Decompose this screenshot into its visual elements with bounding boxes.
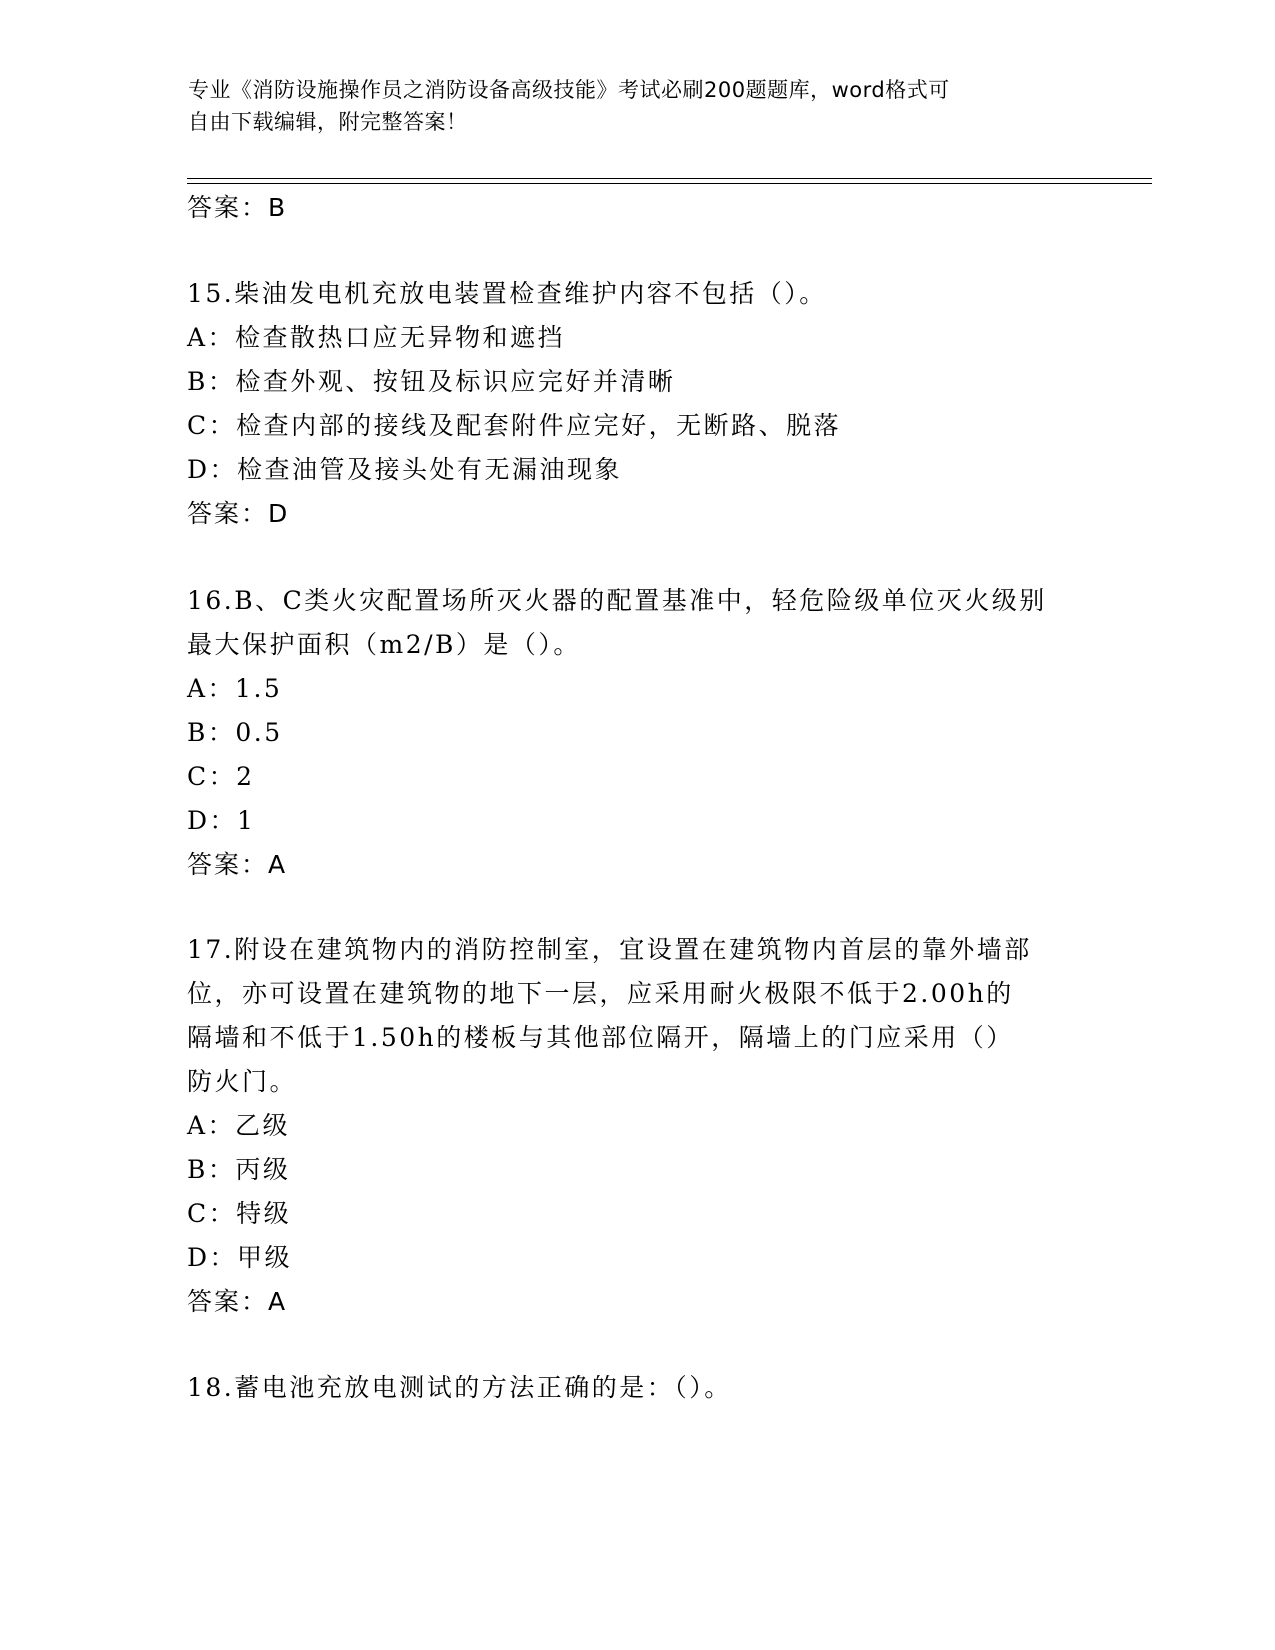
q16-option-d: D：1 — [187, 806, 256, 835]
header-divider-top — [187, 178, 1152, 179]
q15-answer: 答案：D — [187, 499, 290, 528]
header-line-2: 自由下载编辑，附完整答案！ — [188, 110, 468, 134]
q17-option-b: B：丙级 — [187, 1155, 291, 1184]
question-17-line-4: 防火门。 — [187, 1067, 298, 1096]
q16-option-b: B：0.5 — [187, 718, 283, 747]
previous-answer: 答案：B — [187, 193, 288, 222]
header-divider-bottom — [187, 183, 1152, 184]
q15-option-d: D：检查油管及接头处有无漏油现象 — [187, 455, 623, 484]
q17-answer: 答案：A — [187, 1287, 288, 1316]
question-17-line-3: 隔墙和不低于1.50h的楼板与其他部位隔开，隔墙上的门应采用（） — [187, 1023, 1014, 1052]
q17-option-a: A：乙级 — [187, 1111, 291, 1140]
question-15: 15.柴油发电机充放电装置检查维护内容不包括（）。 — [187, 279, 827, 308]
q15-option-a: A：检查散热口应无异物和遮挡 — [187, 323, 566, 352]
question-17-line-1: 17.附设在建筑物内的消防控制室，宜设置在建筑物内首层的靠外墙部 — [187, 935, 1032, 964]
header-line-1: 专业《消防设施操作员之消防设备高级技能》考试必刷200题题库，word格式可 — [188, 78, 950, 102]
q15-option-b: B：检查外观、按钮及标识应完好并清晰 — [187, 367, 676, 396]
q17-option-c: C：特级 — [187, 1199, 292, 1228]
q15-option-c: C：检查内部的接线及配套附件应完好，无断路、脱落 — [187, 411, 842, 440]
question-16-line-2: 最大保护面积（m2/B）是（）。 — [187, 630, 581, 659]
q16-option-a: A：1.5 — [187, 674, 283, 703]
question-18: 18.蓄电池充放电测试的方法正确的是：（）。 — [187, 1373, 732, 1402]
question-16-line-1: 16.B、C类火灾配置场所灭火器的配置基准中，轻危险级单位灭火级别 — [187, 586, 1047, 615]
q17-option-d: D：甲级 — [187, 1243, 293, 1272]
q16-answer: 答案：A — [187, 850, 288, 879]
question-17-line-2: 位，亦可设置在建筑物的地下一层，应采用耐火极限不低于2.00h的 — [187, 979, 1014, 1008]
q16-option-c: C：2 — [187, 762, 255, 791]
document-header — [188, 74, 1088, 138]
